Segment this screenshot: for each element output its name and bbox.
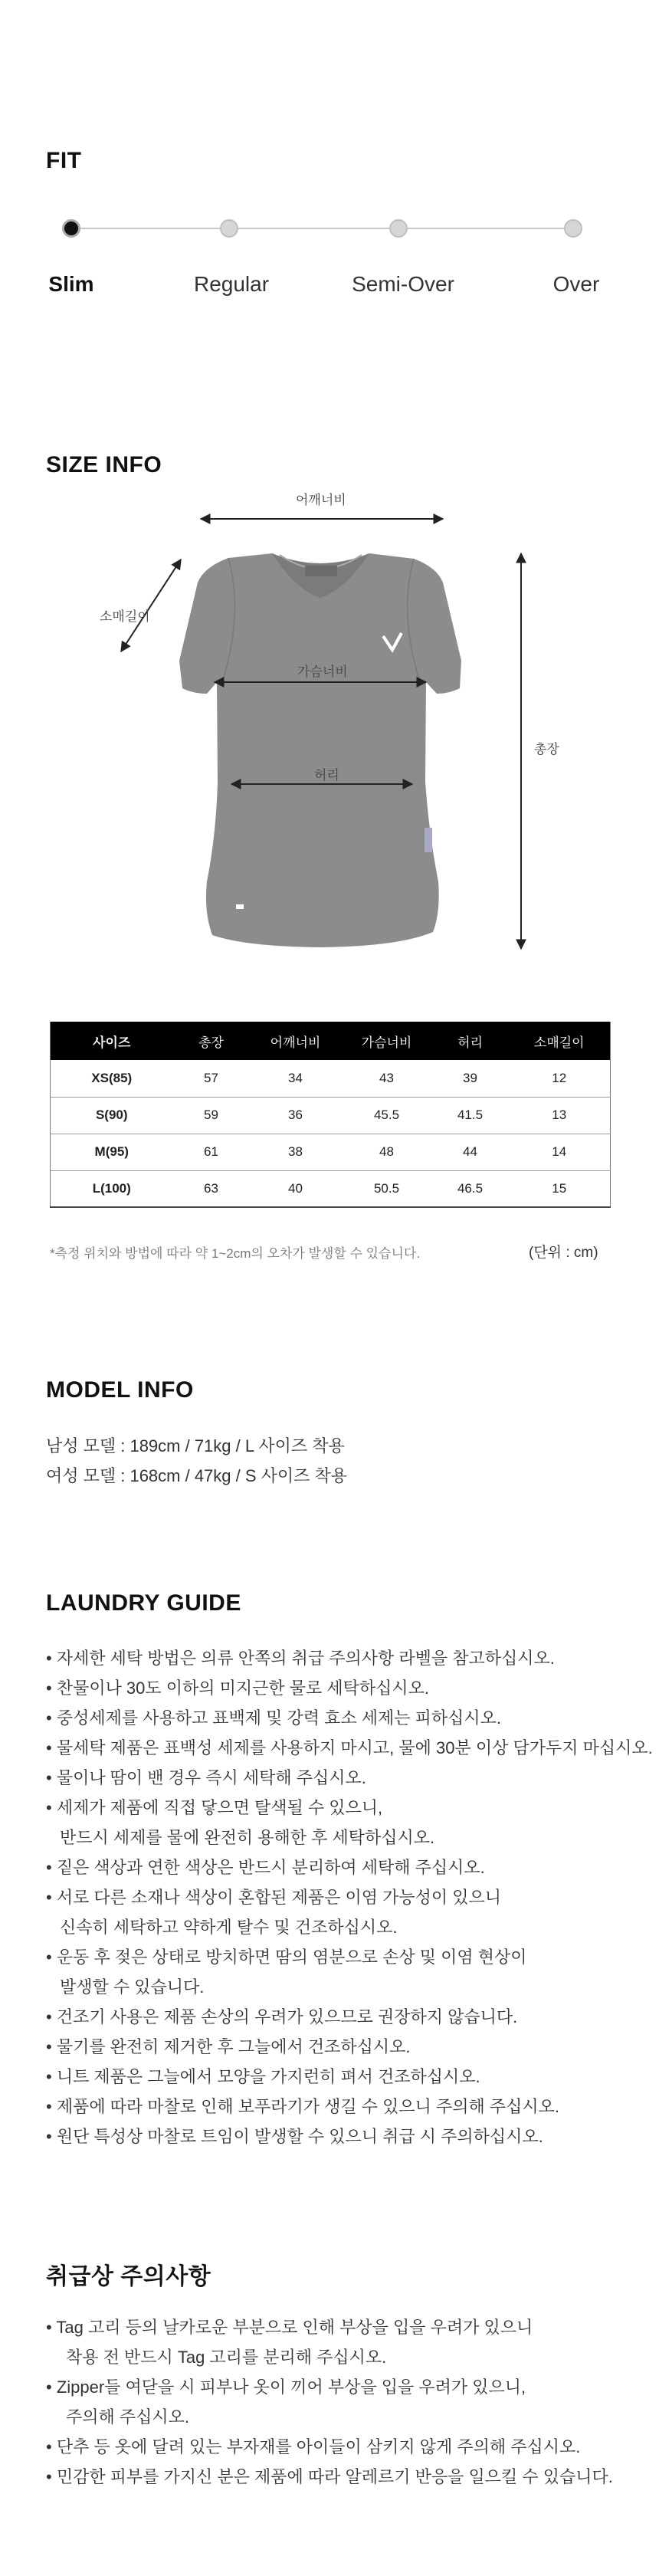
label-sleeve-length: 소매길이	[100, 609, 150, 624]
laundry-item-continued: 반드시 세제를 물에 완전히 용해한 후 세탁하십시오.	[60, 1828, 435, 1847]
table-cell: 59	[173, 1097, 250, 1134]
fit-title: FIT	[46, 148, 82, 173]
col-header-sleeve: 소매길이	[509, 1022, 611, 1060]
size-table	[50, 1022, 611, 1208]
laundry-item: • 제품에 따라 마찰로 인해 보푸라기가 생길 수 있으니 주의해 주십시오.	[46, 2097, 559, 2116]
caution-item-continued: 주의해 주십시오.	[66, 2407, 189, 2427]
laundry-item: • 자세한 세탁 방법은 의류 안쪽의 취급 주의사항 라벨을 참고하십시오.	[46, 1649, 555, 1668]
fit-dot-over	[564, 219, 582, 238]
size-cell: S(90)	[51, 1097, 173, 1134]
table-cell: 48	[342, 1134, 432, 1170]
size-diagram	[0, 483, 659, 1012]
fit-dot-semi-over	[389, 219, 408, 238]
laundry-item: • 짙은 색상과 연한 색상은 반드시 분리하여 세탁해 주십시오.	[46, 1858, 485, 1877]
size-cell: M(95)	[51, 1134, 173, 1170]
model-info-male: 남성 모델 : 189cm / 71kg / L 사이즈 착용	[46, 1436, 345, 1455]
table-row	[51, 1060, 611, 1097]
tshirt-illustration	[179, 553, 461, 947]
size-info-title: SIZE INFO	[46, 452, 162, 477]
fit-label-slim: Slim	[48, 272, 94, 296]
col-header-length: 총장	[173, 1022, 250, 1060]
laundry-item: • 물이나 땀이 밴 경우 즉시 세탁해 주십시오.	[46, 1768, 366, 1787]
laundry-item: • 운동 후 젖은 상태로 방치하면 땀의 염분으로 손상 및 이염 현상이	[46, 1948, 527, 1967]
table-cell: 43	[342, 1060, 432, 1097]
table-cell: 41.5	[432, 1097, 509, 1134]
laundry-item: • 물세탁 제품은 표백성 세제를 사용하지 마시고, 물에 30분 이상 담가두지 마십시오.	[46, 1738, 653, 1757]
caution-item: • Zipper들 여닫을 시 피부나 옷이 끼어 부상을 입을 우려가 있으니,	[46, 2377, 526, 2397]
label-chest-width: 가슴너비	[297, 665, 348, 679]
laundry-item-continued: 신속히 세탁하고 약하게 탈수 및 건조하십시오.	[60, 1918, 398, 1937]
size-cell: L(100)	[51, 1170, 173, 1207]
unit-note: (단위 : cm)	[529, 1245, 598, 1261]
table-cell: 61	[173, 1134, 250, 1170]
label-shoulder-width: 어깨너비	[296, 493, 346, 507]
table-row	[51, 1170, 611, 1207]
size-cell: XS(85)	[51, 1060, 173, 1097]
model-info-female: 여성 모델 : 168cm / 47kg / S 사이즈 착용	[46, 1466, 348, 1485]
measurement-note: *측정 위치와 방법에 따라 약 1~2cm의 오차가 발생할 수 있습니다.	[50, 1246, 421, 1261]
caution-title: 취급상 주의사항	[46, 2264, 211, 2289]
laundry-item: • 건조기 사용은 제품 손상의 우려가 있으므로 권장하지 않습니다.	[46, 2007, 518, 2026]
laundry-item: • 중성세제를 사용하고 표백제 및 강력 효소 세제는 피하십시오.	[46, 1708, 502, 1728]
fit-dot-regular	[220, 219, 238, 238]
col-header-shoulder: 어깨너비	[250, 1022, 342, 1060]
table-row	[51, 1134, 611, 1170]
table-cell: 44	[432, 1134, 509, 1170]
laundry-item: • 원단 특성상 마찰로 트임이 발생할 수 있으니 취급 시 주의하십시오.	[46, 2127, 543, 2146]
laundry-item: • 서로 다른 소재나 색상이 혼합된 제품은 이염 가능성이 있으니	[46, 1888, 502, 1907]
table-cell: 40	[250, 1170, 342, 1207]
col-header-chest: 가슴너비	[342, 1022, 432, 1060]
table-cell: 13	[509, 1097, 611, 1134]
label-total-length: 총장	[534, 742, 559, 756]
table-cell: 38	[250, 1134, 342, 1170]
col-header-waist: 허리	[432, 1022, 509, 1060]
table-cell: 63	[173, 1170, 250, 1207]
fit-dot-slim	[62, 219, 80, 238]
col-header-size: 사이즈	[51, 1022, 173, 1060]
caution-item-continued: 착용 전 반드시 Tag 고리를 분리해 주십시오.	[66, 2348, 387, 2367]
laundry-item: • 찬물이나 30도 이하의 미지근한 물로 세탁하십시오.	[46, 1679, 430, 1698]
fit-label-over: Over	[552, 272, 600, 296]
fit-label-regular: Regular	[193, 272, 270, 296]
label-waist: 허리	[314, 768, 339, 783]
caution-item: • Tag 고리 등의 날카로운 부분으로 인해 부상을 입을 우려가 있으니	[46, 2318, 533, 2337]
table-cell: 50.5	[342, 1170, 432, 1207]
table-cell: 46.5	[432, 1170, 509, 1207]
caution-item: • 민감한 피부를 가지신 분은 제품에 따라 알레르기 반응을 일으킬 수 있습니다.	[46, 2467, 613, 2486]
table-cell: 36	[250, 1097, 342, 1134]
laundry-item: • 니트 제품은 그늘에서 모양을 가지런히 펴서 건조하십시오.	[46, 2067, 480, 2086]
table-cell: 12	[509, 1060, 611, 1097]
size-table-header	[51, 1022, 611, 1060]
laundry-item: • 물기를 완전히 제거한 후 그늘에서 건조하십시오.	[46, 2037, 411, 2056]
model-info-title: MODEL INFO	[46, 1377, 194, 1403]
table-row	[51, 1097, 611, 1134]
table-cell: 34	[250, 1060, 342, 1097]
table-cell: 45.5	[342, 1097, 432, 1134]
laundry-item: • 세제가 제품에 직접 닿으면 탈색될 수 있으니,	[46, 1798, 383, 1817]
laundry-guide-title: LAUNDRY GUIDE	[46, 1590, 241, 1616]
caution-item: • 단추 등 옷에 달려 있는 부자재를 아이들이 삼키지 않게 주의해 주십시오.	[46, 2437, 581, 2456]
fit-scale-line	[71, 228, 573, 229]
table-cell: 57	[173, 1060, 250, 1097]
table-cell: 39	[432, 1060, 509, 1097]
table-cell: 15	[509, 1170, 611, 1207]
fit-label-semi-over: Semi-Over	[352, 272, 454, 296]
laundry-item-continued: 발생할 수 있습니다.	[60, 1977, 205, 1997]
table-cell: 14	[509, 1134, 611, 1170]
